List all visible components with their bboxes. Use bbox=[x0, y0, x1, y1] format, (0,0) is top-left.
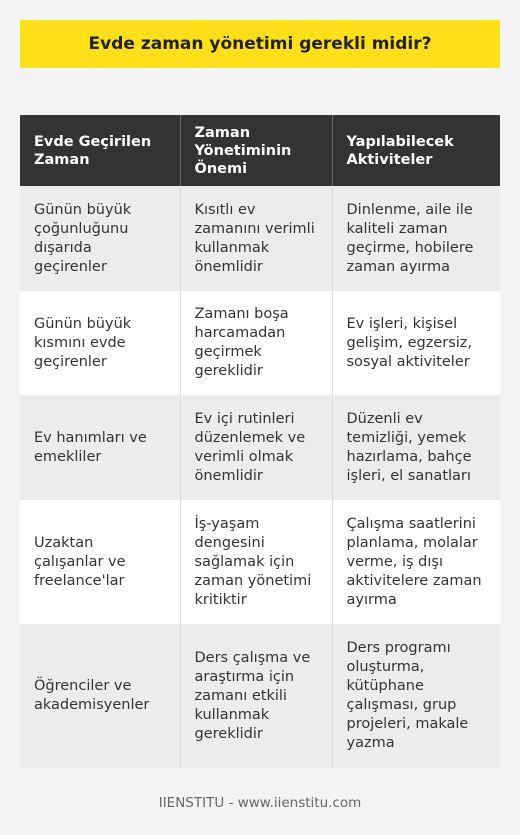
page-title: Evde zaman yönetimi gerekli midir? bbox=[20, 20, 500, 68]
table-cell: Dinlenme, aile ile kaliteli zaman geçirme, hobilere zaman ayırma bbox=[332, 186, 500, 291]
table-cell: Öğrenciler ve akademisyenler bbox=[20, 624, 180, 768]
table-cell: Kısıtlı ev zamanını verimli kullanmak önemlidir bbox=[180, 186, 332, 291]
table-cell: Ders çalışma ve araştırma için zamanı etkili kullanmak gereklidir bbox=[180, 624, 332, 768]
table-cell: İş-yaşam dengesini sağlamak için zaman yönetimi kritiktir bbox=[180, 500, 332, 624]
table-cell: Zamanı boşa harcamadan geçirmek gereklidir bbox=[180, 291, 332, 395]
table-cell: Ev içi rutinleri düzenlemek ve verimli olmak önemlidir bbox=[180, 395, 332, 500]
table-row bbox=[20, 395, 500, 500]
table-cell: Ders programı oluşturma, kütüphane çalışması, grup projeleri, makale yazma bbox=[332, 624, 500, 768]
table-cell: Düzenli ev temizliği, yemek hazırlama, bahçe işleri, el sanatları bbox=[332, 395, 500, 500]
table-cell: Günün büyük kısmını evde geçirenler bbox=[20, 291, 180, 395]
table-cell: Ev işleri, kişisel gelişim, egzersiz, sosyal aktiviteler bbox=[332, 291, 500, 395]
footer-credit: IIENSTITU - www.iienstitu.com bbox=[158, 795, 362, 811]
header-time-at-home: Evde Geçirilen Zaman bbox=[20, 115, 180, 186]
table-row bbox=[20, 624, 500, 768]
header-activities: Yapılabilecek Aktiviteler bbox=[332, 115, 500, 186]
table-row bbox=[20, 186, 500, 291]
table-cell: Ev hanımları ve emekliler bbox=[20, 395, 180, 500]
header-importance: Zaman Yönetiminin Önemi bbox=[180, 115, 332, 186]
table-row bbox=[20, 291, 500, 395]
table-cell: Günün büyük çoğunluğunu dışarıda geçirenler bbox=[20, 186, 180, 291]
info-table bbox=[20, 115, 500, 768]
table-cell: Çalışma saatlerini planlama, molalar verme, iş dışı aktivitelere zaman ayırma bbox=[332, 500, 500, 624]
table-row bbox=[20, 500, 500, 624]
table-header-row bbox=[20, 115, 500, 186]
table-cell: Uzaktan çalışanlar ve freelance'lar bbox=[20, 500, 180, 624]
